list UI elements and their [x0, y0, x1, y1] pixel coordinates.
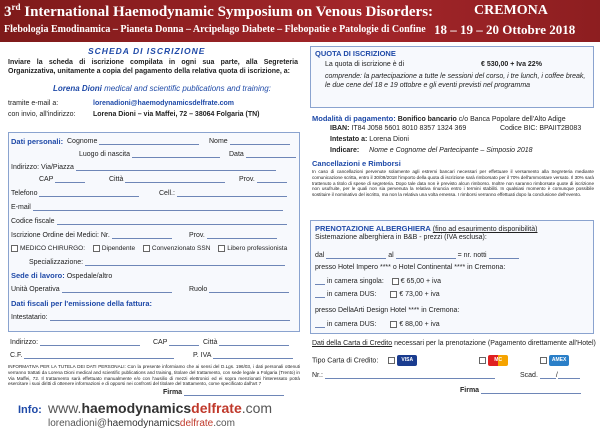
specialization-label: Specializzazione:	[29, 259, 84, 266]
cap-field[interactable]	[55, 175, 85, 183]
beneficiary-label: Intestato a:	[330, 136, 368, 143]
bic-label: Codice BIC:	[500, 125, 538, 132]
fiscal-city-field[interactable]	[219, 338, 289, 346]
province-field[interactable]	[257, 175, 287, 183]
contact-desc: medical and scientific publications and training:	[104, 84, 271, 93]
registry-province-label: Prov.	[189, 232, 205, 239]
registry-field[interactable]	[112, 231, 172, 239]
payment-method: Bonifico bancario	[397, 116, 457, 123]
libero-label: Libero professionista	[227, 245, 288, 253]
fiscal-address-field[interactable]	[40, 338, 140, 346]
street-field[interactable]	[76, 163, 276, 171]
contact-email-link[interactable]: lorenadioni@haemodynamicsdelfrate.com	[93, 100, 235, 107]
dus-checkbox[interactable]	[390, 291, 397, 298]
cancellation-heading: Cancellazioni e Rimborsi	[312, 159, 401, 168]
footer	[0, 392, 600, 432]
fiscal-cf-field[interactable]	[24, 351, 174, 359]
fiscal-address-label: Indirizzo:	[10, 339, 39, 346]
quota-label: La quota di iscrizione è di	[325, 61, 404, 68]
hotel-system: Sistemazione alberghiera in B&B - prezzi (IVA esclusa):	[315, 234, 487, 241]
visa-checkbox[interactable]	[388, 357, 395, 364]
cap-label: CAP	[39, 176, 54, 183]
unit-label: Unità Operativa	[11, 286, 60, 293]
personal-data-box	[8, 132, 300, 332]
card-expiry-sep: /	[555, 372, 558, 379]
to-date-field[interactable]	[396, 251, 456, 259]
convenzionato-checkbox[interactable]	[143, 245, 150, 252]
single-checkbox[interactable]	[392, 278, 399, 285]
info-panel	[310, 46, 594, 396]
dipendente-label: Dipendente	[101, 245, 136, 253]
card-number-field[interactable]	[325, 371, 495, 379]
mastercard-checkbox[interactable]	[479, 357, 486, 364]
contact-line	[53, 84, 271, 93]
email-line	[8, 100, 235, 107]
from-label: dal	[315, 252, 325, 259]
fiscal-cf-label: C.F.	[10, 352, 23, 359]
surname-label: Cognome	[67, 138, 98, 145]
dus-qty-field[interactable]	[315, 290, 325, 298]
email-label: tramite e-mail a:	[8, 100, 59, 107]
taxcode-field[interactable]	[57, 217, 287, 225]
card-type-label: Tipo Carta di Credito:	[312, 357, 379, 365]
birthplace-label: Luogo di nascita	[79, 151, 130, 158]
symposium-subtitle: Flebologia Emodinamica – Pianeta Donna – Arcipelago Diabete – Flebopatie e Patologie di Confine	[4, 24, 426, 35]
convenzionato-label: Convenzionato SSN	[151, 245, 211, 253]
street-label: Via/Piazza	[40, 164, 74, 171]
card-note: necessari per la prenotazione (Pagamento direttamente all'Hotel)	[394, 340, 596, 347]
amex-checkbox[interactable]	[540, 357, 547, 364]
phone-field[interactable]	[39, 189, 139, 197]
city: CREMONA	[474, 3, 548, 18]
birthdate-field[interactable]	[246, 150, 296, 158]
post-line	[8, 111, 260, 118]
hotel-note: (fino ad esaurimento disponibilità)	[432, 226, 538, 233]
website-link[interactable]: www.haemodynamicsdelfrate.com	[48, 400, 273, 416]
holder-field[interactable]	[50, 313, 290, 321]
birthdate-label: Data	[229, 151, 244, 158]
quota-box	[310, 46, 594, 108]
holder-label: Intestatario:	[11, 314, 48, 321]
symposium-dates: 18 – 19 – 20 Ottobre 2018	[434, 22, 576, 37]
libero-checkbox[interactable]	[218, 245, 225, 252]
hotel1-label: presso Hotel Impero **** o Hotel Continental **** in Cremona:	[315, 264, 506, 271]
amex-icon: AMEX	[549, 355, 569, 366]
dus-price: € 73,00 + iva	[399, 291, 440, 298]
name-label: Nome	[209, 138, 228, 145]
hotel-box	[310, 220, 594, 334]
payment-heading: Modalità di pagamento:	[312, 114, 396, 123]
post-label: con invio, all'indirizzo:	[8, 111, 76, 118]
phone-label: Telefono	[11, 190, 38, 197]
address-label: Indirizzo:	[11, 164, 40, 171]
dus2-price: € 88,00 + iva	[399, 321, 440, 328]
post-address: Lorena Dioni – via Maffei, 72 – 38064 Folgaria (TN)	[93, 111, 260, 118]
mobile-field[interactable]	[177, 189, 287, 197]
single-label: in camera singola:	[326, 278, 384, 285]
nights-label: = nr. notti	[457, 252, 487, 259]
iban-value: IT84 J058 5601 8010 8357 1324 369	[351, 125, 467, 132]
privacy-notice: INFORMATIVA PER LA TUTELA DEI DATI PERSONALI: Con la presente informiamo che ai sensi del D.Lgs. 196/03, i dati personali ottenuti verranno trattati da Lorena Dioni medical and scientific publications and training, titolare del trattamento, con sede legale a Folgaria (Trento) in Via Maffei, 72. Il trattamento sarà effettuato manualmente e/o con l'ausilio di mezzi elettronici ed ei sopra menzionati l'interessato potrà esercitare i suoi diritti di ottenere informazioni e di opporsi nei confronti del titolare del trattamento, come specificato dall'art 7	[8, 364, 300, 387]
reference-value: Nome e Cognome del Partecipante – Simposio 2018	[369, 147, 533, 154]
medico-checkbox[interactable]	[11, 245, 18, 252]
email-field[interactable]	[33, 203, 283, 211]
name-field[interactable]	[230, 137, 290, 145]
single-qty-field[interactable]	[315, 277, 325, 285]
header-banner	[0, 0, 600, 42]
fiscal-city-label: Città	[203, 339, 218, 346]
form-intro: Inviare la scheda di iscrizione compilata in ogni sua parte, alla Segreteria Organizzativa, unitamente a copia del pagamento della relativa quota di iscrizione, a:	[8, 59, 298, 75]
vat-field[interactable]	[213, 351, 293, 359]
reference-label: Indicare:	[330, 147, 360, 154]
to-label: al	[388, 252, 394, 259]
workplace-heading: Sede di lavoro:	[11, 271, 65, 280]
hotel-heading: PRENOTAZIONE ALBERGHIERA	[315, 224, 431, 233]
nights-field[interactable]	[489, 251, 519, 259]
contact-name: Lorena Dioni	[53, 84, 102, 93]
form-title: SCHEDA DI ISCRIZIONE	[88, 46, 206, 56]
footer-email-link[interactable]: lorenadioni@haemodynamicsdelfrate.com	[48, 418, 235, 429]
beneficiary-value: Lorena Dioni	[369, 136, 409, 143]
from-date-field[interactable]	[326, 251, 386, 259]
hotel2-label: presso DellaArti Design Hotel **** in Cremona:	[315, 307, 460, 314]
workplace-value: Ospedale/altro	[66, 273, 113, 280]
mobile-label: Cell.:	[159, 190, 175, 197]
fiscal-heading: Dati fiscali per l'emissione della fattura:	[11, 299, 152, 308]
profession-options	[11, 245, 287, 252]
city-field[interactable]	[125, 175, 225, 183]
card-number-label: Nr.:	[312, 372, 323, 379]
dus2-label: in camera DUS:	[326, 321, 377, 328]
cancellation-text: In caso di cancellazioni pervenute solamente agli estremi bancari necessari per effettuare il versamento alla Segreteria mediante comunicazione scritta, entro il 30/09/2018 l'importo della quota di iscrizione sarà rimborsato per il 70% dell'ammontare versato. Il 30% sarà trattenuto a titolo di spese di segreteria. Dopo tale data non è previsto alcun rimborso. Inoltre non saranno rimborsate quote di iscrizione non usufruite, per le quali non sia pervenuta la relativa rinuncia entro i termini stabiliti. In qualsiasi momento è comunque possibile sostituire il nominativo del iscritto, ma non la relativa una volta emessa. I rimborsi verranno effettuati dopo la conclusione dell'evento.	[312, 169, 594, 198]
registry-province-field[interactable]	[207, 231, 277, 239]
dus-label: in camera DUS:	[326, 291, 377, 298]
bic-value: BPAIIT2B083	[539, 125, 582, 132]
surname-field[interactable]	[99, 137, 199, 145]
info-label: Info:	[18, 404, 42, 416]
left-signature-label: Firma	[163, 389, 183, 396]
registration-form	[8, 46, 300, 396]
city-label: Città	[109, 176, 124, 183]
taxcode-label: Codice fiscale	[11, 218, 55, 225]
birthplace-field[interactable]	[132, 150, 220, 158]
role-field[interactable]	[209, 285, 289, 293]
email-field-label: E-mail	[11, 204, 31, 211]
province-label: Prov.	[239, 176, 255, 183]
fiscal-cap-label: CAP	[153, 339, 168, 346]
iban-label: IBAN:	[330, 125, 350, 132]
specialization-field[interactable]	[85, 258, 285, 266]
dus2-qty-field[interactable]	[315, 320, 325, 328]
card-expiry-label: Scad.	[520, 372, 538, 379]
card-heading: Dati della Carta di Credito	[312, 340, 393, 347]
personal-data-heading: Dati personali:	[11, 137, 64, 146]
payment-bank: c/o Banca Popolare dell'Alto Adige	[458, 116, 566, 123]
vat-label: P. IVA	[193, 352, 212, 359]
card-expiry-year-field[interactable]	[555, 371, 580, 379]
visa-icon: VISA	[397, 355, 417, 366]
card-expiry-month-field[interactable]	[540, 371, 556, 379]
single-price: € 65,00 + iva	[400, 278, 441, 285]
symposium-title: 3rd International Haemodynamic Symposium on Venous Disorders:	[4, 2, 434, 20]
medico-label: MEDICO CHIRURGO:	[20, 245, 85, 253]
quota-value: € 530,00 + Iva 22%	[481, 61, 542, 68]
role-label: Ruolo	[189, 286, 208, 293]
quota-heading: QUOTA DI ISCRIZIONE	[315, 49, 396, 58]
dus2-checkbox[interactable]	[390, 321, 397, 328]
dipendente-checkbox[interactable]	[93, 245, 100, 252]
quota-description: comprende: la partecipazione a tutte le sessioni del corso, i tre lunch, i coffee break, le due cene del 18 e 19 ottobre e gli eventi previsti nel programma	[325, 73, 586, 89]
unit-field[interactable]	[62, 285, 172, 293]
mastercard-icon: MC	[488, 355, 508, 366]
registry-label: Iscrizione Ordine dei Medici: Nr.	[11, 232, 110, 239]
fiscal-cap-field[interactable]	[169, 338, 199, 346]
right-signature-label: Firma	[460, 387, 480, 394]
